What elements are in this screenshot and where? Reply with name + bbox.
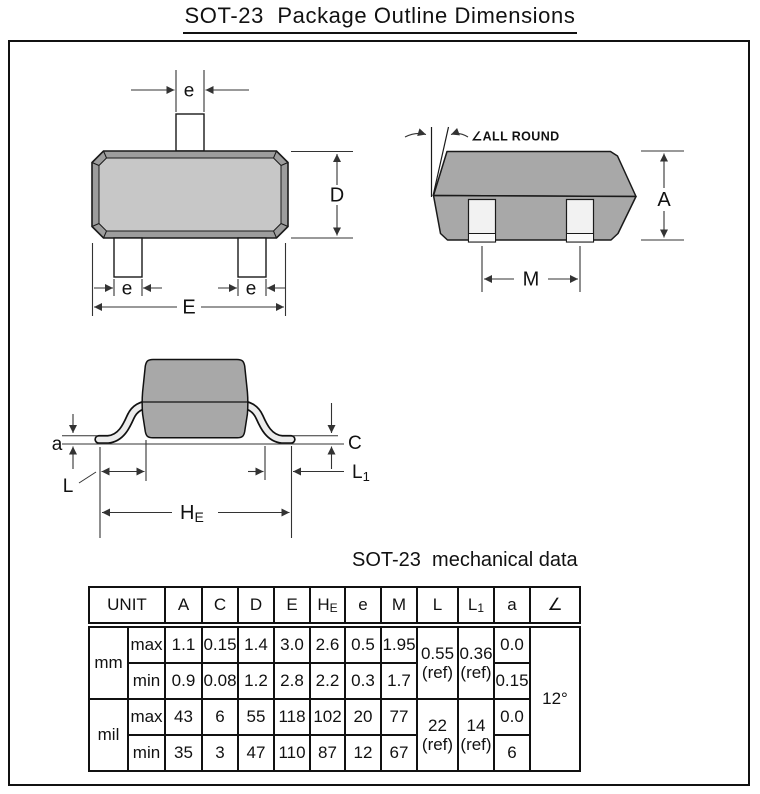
ref-cell-L-mm: 0.55 (ref) [417, 625, 458, 699]
value-cell: 1.1 [165, 625, 202, 663]
table-title: SOT-23 mechanical data [352, 549, 578, 571]
perspective-view-drawing [395, 112, 700, 302]
limit-cell: min [128, 735, 165, 771]
value-cell: 1.7 [381, 663, 417, 699]
top-pin [176, 114, 204, 151]
value-cell: 102 [310, 699, 345, 735]
value-cell: 87 [310, 735, 345, 771]
value-cell: 77 [381, 699, 417, 735]
ref-cell-L-mil: 22 (ref) [417, 699, 458, 771]
value-cell: 35 [165, 735, 202, 771]
table-row-mil-max [89, 699, 580, 735]
col-header-E: E [274, 587, 310, 625]
dim-label-e-left: e [121, 278, 133, 300]
dim-label-L: L [62, 476, 74, 497]
col-header-L1: $L_1$ [458, 587, 494, 625]
value-cell: 6 [202, 699, 238, 735]
col-header-a: a [494, 587, 530, 625]
value-cell: 20 [345, 699, 381, 735]
value-cell: 118 [274, 699, 310, 735]
value-cell: 47 [238, 735, 274, 771]
package-body-top-view [92, 151, 288, 238]
col-header-C: C [202, 587, 238, 625]
side-view-drawing [48, 345, 380, 540]
value-cell: 0.0 [494, 699, 530, 735]
value-cell: 3 [202, 735, 238, 771]
value-cell: 0.08 [202, 663, 238, 699]
front-view-drawing [55, 60, 365, 325]
col-header-HE: $H_E$ [310, 587, 345, 625]
col-header-e: e [345, 587, 381, 625]
value-cell: 6 [494, 735, 530, 771]
dim-label-HE: HE [180, 502, 204, 525]
foot-length-dimension [79, 440, 146, 538]
value-cell: 2.2 [310, 663, 345, 699]
limit-cell: max [128, 699, 165, 735]
package-body-side-view [142, 360, 248, 438]
value-cell: 43 [165, 699, 202, 735]
value-cell: 12 [345, 735, 381, 771]
table-row-mil-min [89, 735, 580, 771]
dim-label-E: E [182, 296, 196, 319]
col-header-D: D [238, 587, 274, 625]
dim-label-D: D [329, 184, 345, 207]
value-cell: 0.15 [494, 663, 530, 699]
value-cell: 1.4 [238, 625, 274, 663]
col-header-angle: ∠ [530, 587, 580, 625]
value-cell: 0.15 [202, 625, 238, 663]
value-cell: 1.95 [381, 625, 417, 663]
dim-label-e-right: e [245, 278, 257, 300]
col-header-unit: UNIT [89, 587, 165, 625]
value-cell: 55 [238, 699, 274, 735]
limit-cell: max [128, 625, 165, 663]
ref-cell-L1-mm: 0.36 (ref) [458, 625, 494, 699]
value-cell: 3.0 [274, 625, 310, 663]
value-cell: 2.6 [310, 625, 345, 663]
unit-cell-mm: mm [89, 625, 128, 699]
bottom-pin-right [238, 238, 266, 277]
unit-cell-mil: mil [89, 699, 128, 771]
dim-label-C: C [348, 433, 362, 454]
dim-label-L1: L1 [352, 462, 370, 484]
mechanical-data-table [88, 586, 581, 772]
header-row [89, 587, 580, 625]
table-row-mm-min [89, 663, 580, 699]
col-header-L: L [417, 587, 458, 625]
lead-length-dimension [248, 446, 344, 538]
angle-cell: 12° [530, 625, 580, 771]
value-cell: 2.8 [274, 663, 310, 699]
value-cell: 0.3 [345, 663, 381, 699]
table-row-mm-max [89, 625, 580, 663]
dim-label-M: M [522, 268, 540, 291]
col-header-A: A [165, 587, 202, 625]
value-cell: 110 [274, 735, 310, 771]
limit-cell: min [128, 663, 165, 699]
value-cell: 0.9 [165, 663, 202, 699]
value-cell: 1.2 [238, 663, 274, 699]
value-cell: 67 [381, 735, 417, 771]
all-round-label: ∠ALL ROUND [471, 129, 560, 144]
dim-label-A: A [657, 189, 671, 211]
package-body-perspective [434, 152, 637, 241]
dim-label-e-top: e [183, 80, 195, 102]
bottom-pin-left [114, 238, 142, 277]
col-header-M: M [381, 587, 417, 625]
page-title: SOT-23 Package Outline Dimensions [0, 3, 760, 34]
value-cell: 0.5 [345, 625, 381, 663]
dim-label-a: a [51, 434, 63, 455]
ref-cell-L1-mil: 14 (ref) [458, 699, 494, 771]
value-cell: 0.0 [494, 625, 530, 663]
